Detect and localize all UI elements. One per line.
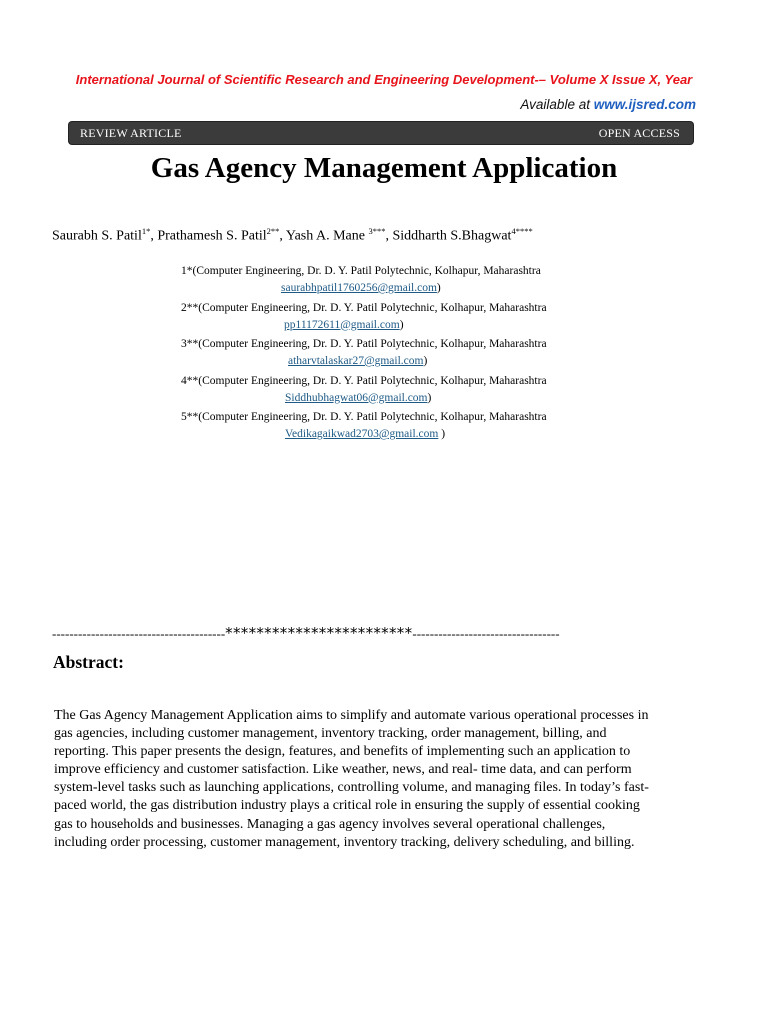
affiliation-org: 1*(Computer Engineering, Dr. D. Y. Patil Polytechnic, Kolhapur, Maharashtra — [181, 265, 541, 277]
abstract-line: gas to households and businesses. Managing a gas agency involves several operational challenges, — [54, 816, 606, 832]
affiliation-org: 5**(Computer Engineering, Dr. D. Y. Patil Polytechnic, Kolhapur, Maharashtra — [181, 411, 547, 423]
author-name: Prathamesh S. Patil — [157, 228, 267, 244]
journal-website-link[interactable]: www.ijsred.com — [593, 97, 696, 112]
email-link[interactable]: saurabhpatil1760256@gmail.com — [281, 282, 437, 294]
affiliation-item — [0, 265, 768, 302]
abstract-line: The Gas Agency Management Application aims to simplify and automate various operational processes in — [54, 708, 649, 723]
email-close: ) — [423, 355, 428, 367]
author-mark: 1* — [141, 226, 151, 236]
email-close: ) — [427, 391, 432, 404]
email-link[interactable]: Siddhubhagwat06@gmail.com — [285, 391, 428, 404]
abstract-body — [54, 707, 716, 852]
author-name: Yash A. Mane — [285, 228, 369, 244]
author-mark: 3*** — [368, 226, 386, 236]
abstract-line: gas agencies, including customer management, inventory tracking, order management, billing, and — [54, 726, 607, 742]
author-mark: 2** — [266, 226, 280, 236]
affiliation-org: 2**(Computer Engineering, Dr. D. Y. Patil Polytechnic, Kolhapur, Maharashtra — [181, 301, 547, 314]
email-link[interactable]: Vedikagaikwad2703@gmail.com — [285, 428, 439, 440]
email-link[interactable]: atharvtalaskar27@gmail.com — [288, 355, 424, 367]
abstract-heading: Abstract: — [53, 652, 124, 672]
author-name: Saurabh S. Patil — [52, 228, 142, 244]
affiliation-email-row — [281, 282, 441, 294]
author-separator: , — [279, 228, 286, 244]
article-type-banner — [69, 122, 693, 144]
section-separator — [52, 624, 712, 642]
affiliation-org: 4**(Computer Engineering, Dr. D. Y. Patil Polytechnic, Kolhapur, Maharashtra — [181, 374, 547, 387]
author-separator: , — [385, 228, 393, 244]
paper-title: Gas Agency Management Application — [150, 152, 618, 184]
author-separator: , — [150, 228, 158, 244]
affiliation-list — [0, 265, 768, 448]
journal-header: International Journal of Scientific Research and Engineering Development-– Volume X Issue X, Year — [75, 72, 693, 87]
affiliation-item — [0, 302, 768, 339]
affiliation-org: 3**(Computer Engineering, Dr. D. Y. Patil Polytechnic, Kolhapur, Maharashtra — [181, 338, 547, 350]
abstract-line: reporting. This paper presents the design, features, and benefits of implementing such an application to — [54, 744, 631, 760]
email-close: ) — [438, 428, 446, 440]
affiliation-item — [0, 338, 768, 375]
author-name: Siddharth S.Bhagwat — [392, 228, 512, 244]
affiliation-email-row — [285, 392, 431, 404]
affiliation-email-row — [285, 428, 445, 440]
separator-dashes-left: ---------------------------------------- — [52, 626, 226, 641]
affiliation-item — [0, 411, 768, 448]
access-type-label: OPEN ACCESS — [598, 126, 680, 140]
affiliation-item — [0, 375, 768, 412]
email-close: ) — [436, 282, 441, 294]
author-mark: 4**** — [511, 226, 533, 236]
abstract-line: improve efficiency and customer satisfaction. Like weather, news, and real- time data, and can perform — [54, 762, 632, 778]
abstract-line: including order processing, customer management, inventory tracking, delivery scheduling, and billing. — [54, 834, 635, 850]
author-list — [52, 226, 533, 245]
separator-stars: ************************ — [225, 624, 413, 642]
availability-line — [520, 97, 696, 112]
separator-dashes-right: ---------------------------------- — [412, 626, 560, 641]
available-prefix: Available at — [520, 97, 594, 112]
affiliation-email-row — [284, 319, 404, 331]
abstract-line: paced world, the gas distribution industry plays a critical role in ensuring the supply of essential cooking — [54, 798, 640, 814]
abstract-line: system-level tasks such as launching applications, controlling volume, and managing files. In today’s fast- — [54, 780, 649, 796]
affiliation-email-row — [288, 355, 427, 367]
article-type-label: REVIEW ARTICLE — [80, 126, 182, 140]
email-link[interactable]: pp11172611@gmail.com — [284, 318, 400, 331]
email-close: ) — [399, 318, 404, 331]
